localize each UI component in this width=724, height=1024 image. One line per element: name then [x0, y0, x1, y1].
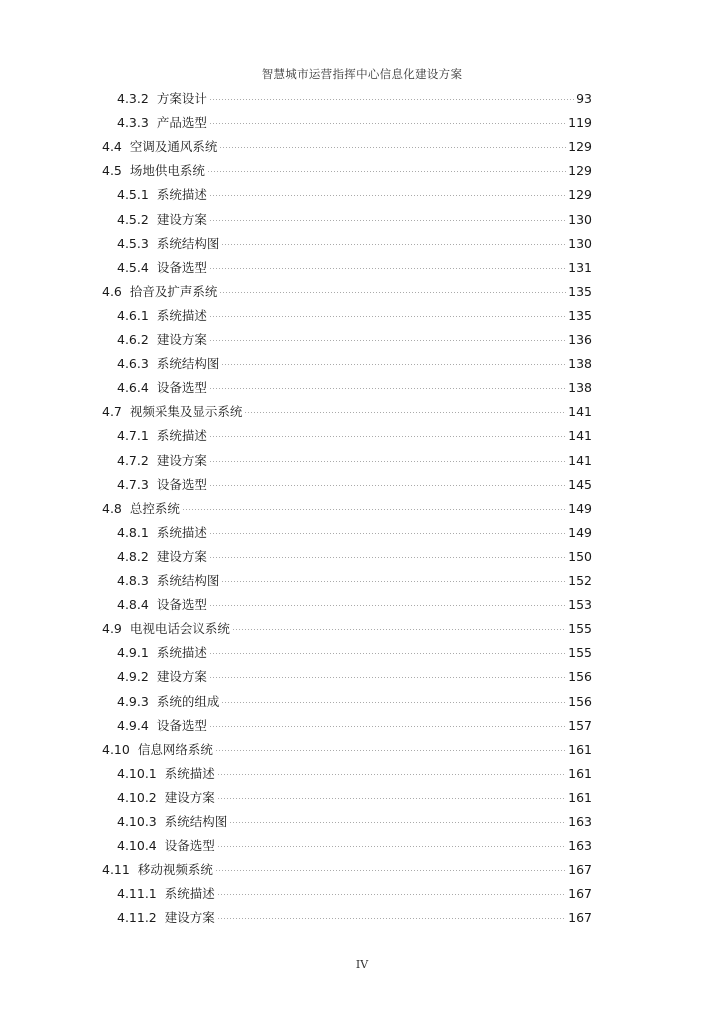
toc-entry-title: 空调及通风系统 [129, 139, 218, 155]
toc-entry-page: 161 [568, 789, 592, 805]
toc-entry-title: 建设方案 [156, 211, 207, 227]
toc-entry-title: 产品选型 [156, 115, 207, 131]
toc-entry-number: 4.7.1 [117, 428, 149, 444]
toc-entry-page: 136 [568, 332, 592, 347]
toc-dot-leader [209, 677, 566, 678]
toc-entry-page: 141 [568, 452, 592, 468]
toc-dot-leader [217, 774, 566, 775]
toc-entry-title: 设备选型 [156, 476, 207, 492]
toc-entry-page: 129 [568, 139, 592, 155]
toc-dot-leader [244, 412, 566, 413]
toc-entry-number: 4.7 [102, 404, 122, 420]
toc-entry-number: 4.10.1 [117, 765, 157, 781]
toc-dot-leader [217, 846, 566, 847]
toc-entry-title: 建设方案 [156, 452, 207, 468]
toc-dot-leader [209, 485, 566, 486]
toc-entry-number: 4.5.1 [117, 187, 149, 203]
toc-dot-leader [209, 436, 566, 437]
toc-entry-number: 4.11 [102, 862, 130, 878]
toc-entry-title: 系统描述 [164, 886, 215, 902]
toc-entry-page: 156 [568, 693, 592, 709]
toc-entry-page: 167 [568, 862, 592, 878]
toc-dot-leader [221, 581, 566, 582]
toc-entry-page: 155 [568, 621, 592, 637]
toc-entry-number: 4.9.2 [117, 669, 149, 685]
toc-dot-leader [209, 653, 566, 654]
toc-entry-page: 130 [568, 235, 592, 251]
toc-entry-page: 138 [568, 380, 592, 396]
toc-dot-leader [207, 171, 566, 172]
toc-entry-title: 建设方案 [164, 789, 215, 805]
toc-dot-leader [215, 870, 566, 871]
toc-entry-title: 系统结构图 [156, 356, 220, 372]
toc-entry[interactable] [117, 208, 592, 232]
toc-entry-page: 145 [568, 476, 592, 492]
toc-entry-number: 4.6.3 [117, 356, 149, 372]
toc-dot-leader [221, 364, 566, 365]
toc-entry[interactable] [117, 810, 592, 834]
toc-dot-leader [209, 123, 566, 124]
toc-entry-number: 4.5.4 [117, 259, 149, 275]
toc-dot-leader [209, 557, 566, 558]
toc-entry-page: 135 [568, 283, 592, 299]
toc-dot-leader [209, 220, 566, 221]
toc-entry-title: 设备选型 [156, 380, 207, 396]
toc-entry[interactable] [117, 690, 592, 714]
toc-entry-number: 4.7.2 [117, 452, 149, 468]
toc-entry[interactable] [117, 834, 592, 858]
toc-entry-page: 161 [568, 741, 592, 757]
toc-entry-page: 141 [568, 404, 592, 420]
toc-entry-title: 建设方案 [164, 910, 215, 926]
toc-entry-page: 152 [568, 573, 592, 588]
toc-entry[interactable] [117, 569, 592, 593]
toc-dot-leader [209, 726, 566, 727]
toc-entry-title: 系统描述 [156, 187, 207, 203]
toc-entry-title: 设备选型 [156, 259, 207, 275]
toc-entry-page: 119 [568, 115, 592, 131]
toc-entry-title: 系统结构图 [156, 235, 220, 251]
toc-entry[interactable] [117, 87, 592, 111]
toc-entry[interactable] [117, 376, 592, 400]
toc-entry-number: 4.10.2 [117, 789, 157, 805]
toc-entry-number: 4.6 [102, 283, 122, 299]
toc-dot-leader [182, 509, 566, 510]
toc-entry-title: 系统结构图 [164, 814, 228, 829]
toc-dot-leader [229, 822, 566, 823]
toc-entry[interactable] [117, 786, 592, 810]
toc-entry-title: 电视电话会议系统 [129, 621, 230, 637]
toc-entry-page: 157 [568, 717, 592, 733]
toc-entry-number: 4.10.3 [117, 814, 157, 829]
toc-entry-title: 方案设计 [156, 91, 207, 106]
toc-entry[interactable] [117, 714, 592, 738]
toc-dot-leader [217, 894, 566, 895]
toc-entry-page: 141 [568, 428, 592, 444]
toc-entry[interactable] [117, 665, 592, 689]
toc-entry-title: 设备选型 [156, 717, 207, 733]
toc-dot-leader [209, 533, 566, 534]
toc-entry-title: 建设方案 [156, 332, 207, 347]
toc-dot-leader [221, 244, 566, 245]
toc-entry-title: 系统描述 [156, 307, 207, 323]
toc-entry-number: 4.8.1 [117, 524, 149, 540]
toc-entry-page: 163 [568, 814, 592, 829]
toc-entry[interactable] [117, 473, 592, 497]
toc-entry-page: 167 [568, 910, 592, 926]
toc-entry[interactable] [117, 256, 592, 280]
toc-entry-title: 视频采集及显示系统 [129, 404, 243, 420]
toc-entry-number: 4.9.3 [117, 693, 149, 709]
toc-dot-leader [209, 99, 574, 100]
toc-entry-page: 129 [568, 163, 592, 179]
toc-entry-page: 149 [568, 524, 592, 540]
toc-entry[interactable] [102, 738, 592, 762]
toc-entry-title: 系统结构图 [156, 573, 220, 588]
toc-dot-leader [209, 388, 566, 389]
toc-entry[interactable] [117, 424, 592, 448]
toc-entry[interactable] [102, 159, 592, 183]
toc-entry[interactable] [102, 135, 592, 159]
toc-entry-number: 4.7.3 [117, 476, 149, 492]
toc-entry-title: 系统的组成 [156, 693, 220, 709]
toc-dot-leader [209, 316, 566, 317]
toc-entry-page: 149 [568, 500, 592, 516]
toc-entry-title: 系统描述 [156, 645, 207, 661]
page-number: IV [355, 958, 369, 971]
toc-entry-number: 4.5 [102, 163, 122, 179]
toc-entry-number: 4.4 [102, 139, 122, 155]
toc-entry-page: 167 [568, 886, 592, 902]
toc-entry[interactable] [117, 593, 592, 617]
toc-entry-number: 4.8.3 [117, 573, 149, 588]
toc-entry-number: 4.11.2 [117, 910, 157, 926]
running-header: 智慧城市运营指挥中心信息化建设方案 [261, 67, 463, 81]
toc-entry-number: 4.6.2 [117, 332, 149, 347]
toc-entry-number: 4.6.1 [117, 307, 149, 323]
toc-entry[interactable] [102, 400, 592, 424]
toc-entry[interactable] [117, 111, 592, 135]
toc-entry[interactable] [117, 762, 592, 786]
toc-entry[interactable] [102, 497, 592, 521]
toc-entry-page: 161 [568, 765, 592, 781]
toc-entry[interactable] [117, 882, 592, 906]
toc-dot-leader [217, 798, 566, 799]
toc-entry-number: 4.10.4 [117, 838, 157, 854]
toc-entry-page: 131 [568, 259, 592, 275]
toc-entry[interactable] [117, 545, 592, 569]
toc-entry-number: 4.3.2 [117, 91, 149, 106]
toc-entry-title: 信息网络系统 [137, 741, 213, 757]
toc-dot-leader [232, 629, 566, 630]
toc-entry-number: 4.8.4 [117, 597, 149, 613]
toc-entry-number: 4.8.2 [117, 548, 149, 564]
toc-dot-leader [221, 702, 566, 703]
toc-entry-number: 4.5.2 [117, 211, 149, 227]
toc-entry-number: 4.10 [102, 741, 130, 757]
toc-entry-title: 设备选型 [164, 838, 215, 854]
toc-entry[interactable] [102, 858, 592, 882]
toc-entry-page: 163 [568, 838, 592, 854]
toc-entry-title: 拾音及扩声系统 [129, 283, 218, 299]
toc-entry-title: 移动视频系统 [137, 862, 213, 878]
toc-entry-number: 4.6.4 [117, 380, 149, 396]
toc-entry-page: 93 [576, 91, 592, 106]
toc-entry[interactable] [102, 280, 592, 304]
toc-entry[interactable] [117, 521, 592, 545]
toc-dot-leader [215, 750, 566, 751]
toc-dot-leader [209, 195, 566, 196]
toc-entry-title: 系统描述 [164, 765, 215, 781]
toc-dot-leader [209, 605, 566, 606]
toc-dot-leader [219, 147, 566, 148]
toc-dot-leader [209, 268, 566, 269]
toc-dot-leader [219, 292, 566, 293]
toc-entry-number: 4.9.4 [117, 717, 149, 733]
toc-entry[interactable] [117, 328, 592, 352]
toc-entry-page: 130 [568, 211, 592, 227]
toc-entry-number: 4.9.1 [117, 645, 149, 661]
toc-entry[interactable] [117, 906, 592, 930]
toc-entry-title: 场地供电系统 [129, 163, 205, 179]
toc-entry[interactable] [117, 183, 592, 207]
toc-entry[interactable] [117, 304, 592, 328]
toc-entry-page: 156 [568, 669, 592, 685]
toc-entry[interactable] [117, 641, 592, 665]
toc-entry-number: 4.11.1 [117, 886, 157, 902]
toc-entry[interactable] [117, 232, 592, 256]
toc-entry-page: 135 [568, 307, 592, 323]
toc-entry-title: 建设方案 [156, 548, 207, 564]
toc-entry-page: 153 [568, 597, 592, 613]
toc-entry[interactable] [102, 617, 592, 641]
toc-entry[interactable] [117, 352, 592, 376]
toc-entry-number: 4.8 [102, 500, 122, 516]
toc-entry-title: 建设方案 [156, 669, 207, 685]
toc-entry-page: 129 [568, 187, 592, 203]
toc-entry-page: 138 [568, 356, 592, 372]
toc-dot-leader [209, 461, 566, 462]
toc-entry-page: 155 [568, 645, 592, 661]
toc-entry-number: 4.5.3 [117, 235, 149, 251]
toc-entry-title: 总控系统 [129, 500, 180, 516]
toc-dot-leader [209, 340, 566, 341]
toc-entry[interactable] [117, 449, 592, 473]
toc-dot-leader [217, 918, 566, 919]
toc-entry-page: 150 [568, 548, 592, 564]
toc-entry-title: 系统描述 [156, 428, 207, 444]
toc-entry-number: 4.9 [102, 621, 122, 637]
toc-entry-number: 4.3.3 [117, 115, 149, 131]
toc-entry-title: 系统描述 [156, 524, 207, 540]
toc-entry-title: 设备选型 [156, 597, 207, 613]
